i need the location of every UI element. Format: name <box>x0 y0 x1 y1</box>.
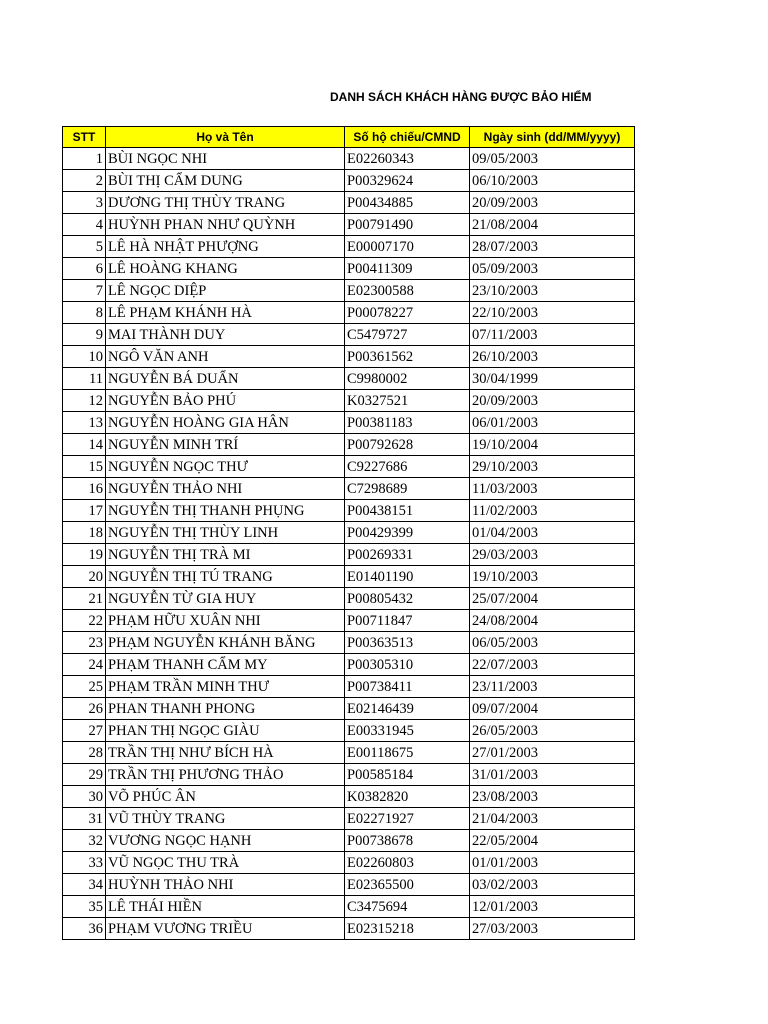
header-name: Họ và Tên <box>106 127 345 148</box>
cell-birth-date: 27/03/2003 <box>470 918 635 940</box>
table-row <box>63 654 635 676</box>
cell-name: BÙI THỊ CẨM DUNG <box>106 170 345 192</box>
cell-stt: 30 <box>63 786 106 808</box>
cell-stt: 25 <box>63 676 106 698</box>
cell-stt: 2 <box>63 170 106 192</box>
table-row <box>63 148 635 170</box>
cell-stt: 3 <box>63 192 106 214</box>
table-row <box>63 258 635 280</box>
cell-stt: 32 <box>63 830 106 852</box>
cell-id-number: P00381183 <box>345 412 470 434</box>
page-title: DANH SÁCH KHÁCH HÀNG ĐƯỢC BẢO HIỂM <box>330 90 592 104</box>
cell-stt: 7 <box>63 280 106 302</box>
cell-id-number: P00078227 <box>345 302 470 324</box>
cell-name: NGUYỄN BẢO PHÚ <box>106 390 345 412</box>
table-row <box>63 566 635 588</box>
cell-birth-date: 19/10/2003 <box>470 566 635 588</box>
cell-id-number: P00411309 <box>345 258 470 280</box>
table-row <box>63 698 635 720</box>
cell-stt: 1 <box>63 148 106 170</box>
customer-table <box>62 126 635 940</box>
cell-stt: 23 <box>63 632 106 654</box>
cell-id-number: E02271927 <box>345 808 470 830</box>
cell-name: MAI THÀNH DUY <box>106 324 345 346</box>
table-row <box>63 632 635 654</box>
table-row <box>63 918 635 940</box>
cell-id-number: C3475694 <box>345 896 470 918</box>
cell-birth-date: 27/01/2003 <box>470 742 635 764</box>
cell-name: HUỲNH THẢO NHI <box>106 874 345 896</box>
cell-birth-date: 26/10/2003 <box>470 346 635 368</box>
cell-name: NGUYỄN THỊ THANH PHỤNG <box>106 500 345 522</box>
cell-name: VÕ PHÚC ÂN <box>106 786 345 808</box>
cell-stt: 24 <box>63 654 106 676</box>
cell-name: NGÔ VĂN ANH <box>106 346 345 368</box>
cell-birth-date: 29/10/2003 <box>470 456 635 478</box>
cell-id-number: P00791490 <box>345 214 470 236</box>
cell-name: LÊ HOÀNG KHANG <box>106 258 345 280</box>
cell-birth-date: 31/01/2003 <box>470 764 635 786</box>
cell-stt: 19 <box>63 544 106 566</box>
cell-stt: 20 <box>63 566 106 588</box>
table-row <box>63 588 635 610</box>
table-row <box>63 874 635 896</box>
cell-birth-date: 21/04/2003 <box>470 808 635 830</box>
cell-stt: 18 <box>63 522 106 544</box>
cell-stt: 14 <box>63 434 106 456</box>
cell-stt: 34 <box>63 874 106 896</box>
cell-id-number: P00329624 <box>345 170 470 192</box>
cell-birth-date: 05/09/2003 <box>470 258 635 280</box>
cell-birth-date: 11/03/2003 <box>470 478 635 500</box>
cell-id-number: E02365500 <box>345 874 470 896</box>
cell-id-number: K0327521 <box>345 390 470 412</box>
cell-stt: 36 <box>63 918 106 940</box>
cell-id-number: C9980002 <box>345 368 470 390</box>
table-row <box>63 742 635 764</box>
table-row <box>63 390 635 412</box>
cell-name: NGUYỄN THỊ TÚ TRANG <box>106 566 345 588</box>
table-row <box>63 500 635 522</box>
table-row <box>63 434 635 456</box>
cell-name: NGUYỄN TỪ GIA HUY <box>106 588 345 610</box>
cell-id-number: E02315218 <box>345 918 470 940</box>
cell-birth-date: 26/05/2003 <box>470 720 635 742</box>
cell-name: VƯƠNG NGỌC HẠNH <box>106 830 345 852</box>
cell-id-number: P00738678 <box>345 830 470 852</box>
cell-id-number: P00438151 <box>345 500 470 522</box>
cell-birth-date: 22/05/2004 <box>470 830 635 852</box>
cell-birth-date: 01/04/2003 <box>470 522 635 544</box>
cell-id-number: P00269331 <box>345 544 470 566</box>
cell-name: NGUYỄN NGỌC THƯ <box>106 456 345 478</box>
cell-birth-date: 21/08/2004 <box>470 214 635 236</box>
cell-stt: 15 <box>63 456 106 478</box>
header-stt: STT <box>63 127 106 148</box>
cell-stt: 12 <box>63 390 106 412</box>
cell-id-number: P00711847 <box>345 610 470 632</box>
table-row <box>63 324 635 346</box>
cell-stt: 9 <box>63 324 106 346</box>
cell-birth-date: 22/10/2003 <box>470 302 635 324</box>
cell-stt: 22 <box>63 610 106 632</box>
table-row <box>63 280 635 302</box>
cell-stt: 17 <box>63 500 106 522</box>
cell-name: LÊ NGỌC DIỆP <box>106 280 345 302</box>
table-row <box>63 170 635 192</box>
cell-stt: 21 <box>63 588 106 610</box>
cell-id-number: E00118675 <box>345 742 470 764</box>
cell-stt: 5 <box>63 236 106 258</box>
cell-birth-date: 20/09/2003 <box>470 390 635 412</box>
cell-birth-date: 23/08/2003 <box>470 786 635 808</box>
cell-stt: 29 <box>63 764 106 786</box>
table-row <box>63 786 635 808</box>
cell-birth-date: 25/07/2004 <box>470 588 635 610</box>
table-row <box>63 346 635 368</box>
cell-id-number: E02260803 <box>345 852 470 874</box>
cell-birth-date: 23/10/2003 <box>470 280 635 302</box>
cell-id-number: E02260343 <box>345 148 470 170</box>
cell-id-number: P00792628 <box>345 434 470 456</box>
cell-stt: 10 <box>63 346 106 368</box>
cell-stt: 35 <box>63 896 106 918</box>
cell-stt: 26 <box>63 698 106 720</box>
cell-birth-date: 22/07/2003 <box>470 654 635 676</box>
table-row <box>63 852 635 874</box>
cell-name: NGUYỄN THẢO NHI <box>106 478 345 500</box>
cell-birth-date: 09/07/2004 <box>470 698 635 720</box>
cell-birth-date: 11/02/2003 <box>470 500 635 522</box>
table-row <box>63 610 635 632</box>
cell-birth-date: 24/08/2004 <box>470 610 635 632</box>
cell-name: HUỲNH PHAN NHƯ QUỲNH <box>106 214 345 236</box>
table-row <box>63 214 635 236</box>
cell-name: TRẦN THỊ PHƯƠNG THẢO <box>106 764 345 786</box>
cell-id-number: K0382820 <box>345 786 470 808</box>
cell-birth-date: 23/11/2003 <box>470 676 635 698</box>
cell-id-number: E00331945 <box>345 720 470 742</box>
cell-name: PHAN THANH PHONG <box>106 698 345 720</box>
cell-id-number: P00363513 <box>345 632 470 654</box>
cell-name: PHẠM TRẦN MINH THƯ <box>106 676 345 698</box>
table-row <box>63 456 635 478</box>
cell-name: PHẠM NGUYỄN KHÁNH BĂNG <box>106 632 345 654</box>
cell-stt: 33 <box>63 852 106 874</box>
table-row <box>63 544 635 566</box>
table-row <box>63 764 635 786</box>
cell-id-number: P00429399 <box>345 522 470 544</box>
cell-name: NGUYỄN BÁ DUẨN <box>106 368 345 390</box>
header-id-number: Số hộ chiếu/CMND <box>345 127 470 148</box>
cell-name: NGUYỄN THỊ TRÀ MI <box>106 544 345 566</box>
cell-name: PHẠM VƯƠNG TRIỀU <box>106 918 345 940</box>
table-row <box>63 478 635 500</box>
cell-name: BÙI NGỌC NHI <box>106 148 345 170</box>
cell-id-number: P00305310 <box>345 654 470 676</box>
table-row <box>63 368 635 390</box>
table-row <box>63 236 635 258</box>
cell-name: VŨ NGỌC THU TRÀ <box>106 852 345 874</box>
cell-stt: 13 <box>63 412 106 434</box>
cell-name: PHAN THỊ NGỌC GIÀU <box>106 720 345 742</box>
table-row <box>63 676 635 698</box>
header-row <box>63 127 635 148</box>
cell-name: LÊ THÁI HIỀN <box>106 896 345 918</box>
cell-id-number: E02146439 <box>345 698 470 720</box>
cell-id-number: E00007170 <box>345 236 470 258</box>
table-row <box>63 808 635 830</box>
cell-birth-date: 20/09/2003 <box>470 192 635 214</box>
cell-name: LÊ HÀ NHẬT PHƯỢNG <box>106 236 345 258</box>
cell-stt: 28 <box>63 742 106 764</box>
cell-stt: 4 <box>63 214 106 236</box>
cell-id-number: E01401190 <box>345 566 470 588</box>
cell-name: DƯƠNG THỊ THÙY TRANG <box>106 192 345 214</box>
table-row <box>63 302 635 324</box>
table-row <box>63 720 635 742</box>
cell-birth-date: 09/05/2003 <box>470 148 635 170</box>
cell-id-number: C5479727 <box>345 324 470 346</box>
cell-id-number: P00585184 <box>345 764 470 786</box>
cell-id-number: P00361562 <box>345 346 470 368</box>
cell-stt: 16 <box>63 478 106 500</box>
cell-id-number: C7298689 <box>345 478 470 500</box>
cell-birth-date: 06/10/2003 <box>470 170 635 192</box>
table-row <box>63 830 635 852</box>
cell-name: PHẠM HỮU XUÂN NHI <box>106 610 345 632</box>
table-row <box>63 192 635 214</box>
cell-birth-date: 03/02/2003 <box>470 874 635 896</box>
cell-name: LÊ PHẠM KHÁNH HÀ <box>106 302 345 324</box>
cell-birth-date: 01/01/2003 <box>470 852 635 874</box>
cell-birth-date: 12/01/2003 <box>470 896 635 918</box>
cell-stt: 31 <box>63 808 106 830</box>
table-row <box>63 522 635 544</box>
table-row <box>63 412 635 434</box>
cell-name: NGUYỄN THỊ THÙY LINH <box>106 522 345 544</box>
cell-birth-date: 07/11/2003 <box>470 324 635 346</box>
cell-name: PHẠM THANH CẨM MY <box>106 654 345 676</box>
cell-birth-date: 06/01/2003 <box>470 412 635 434</box>
cell-id-number: E02300588 <box>345 280 470 302</box>
cell-stt: 11 <box>63 368 106 390</box>
cell-birth-date: 19/10/2004 <box>470 434 635 456</box>
cell-stt: 27 <box>63 720 106 742</box>
cell-birth-date: 30/04/1999 <box>470 368 635 390</box>
cell-birth-date: 06/05/2003 <box>470 632 635 654</box>
cell-id-number: C9227686 <box>345 456 470 478</box>
cell-name: NGUYỄN MINH TRÍ <box>106 434 345 456</box>
cell-birth-date: 29/03/2003 <box>470 544 635 566</box>
cell-name: NGUYỄN HOÀNG GIA HÂN <box>106 412 345 434</box>
cell-stt: 6 <box>63 258 106 280</box>
cell-stt: 8 <box>63 302 106 324</box>
cell-id-number: P00434885 <box>345 192 470 214</box>
cell-birth-date: 28/07/2003 <box>470 236 635 258</box>
table-row <box>63 896 635 918</box>
header-birth-date: Ngày sinh (dd/MM/yyyy) <box>470 127 635 148</box>
cell-name: TRẦN THỊ NHƯ BÍCH HÀ <box>106 742 345 764</box>
cell-name: VŨ THÙY TRANG <box>106 808 345 830</box>
cell-id-number: P00805432 <box>345 588 470 610</box>
cell-id-number: P00738411 <box>345 676 470 698</box>
